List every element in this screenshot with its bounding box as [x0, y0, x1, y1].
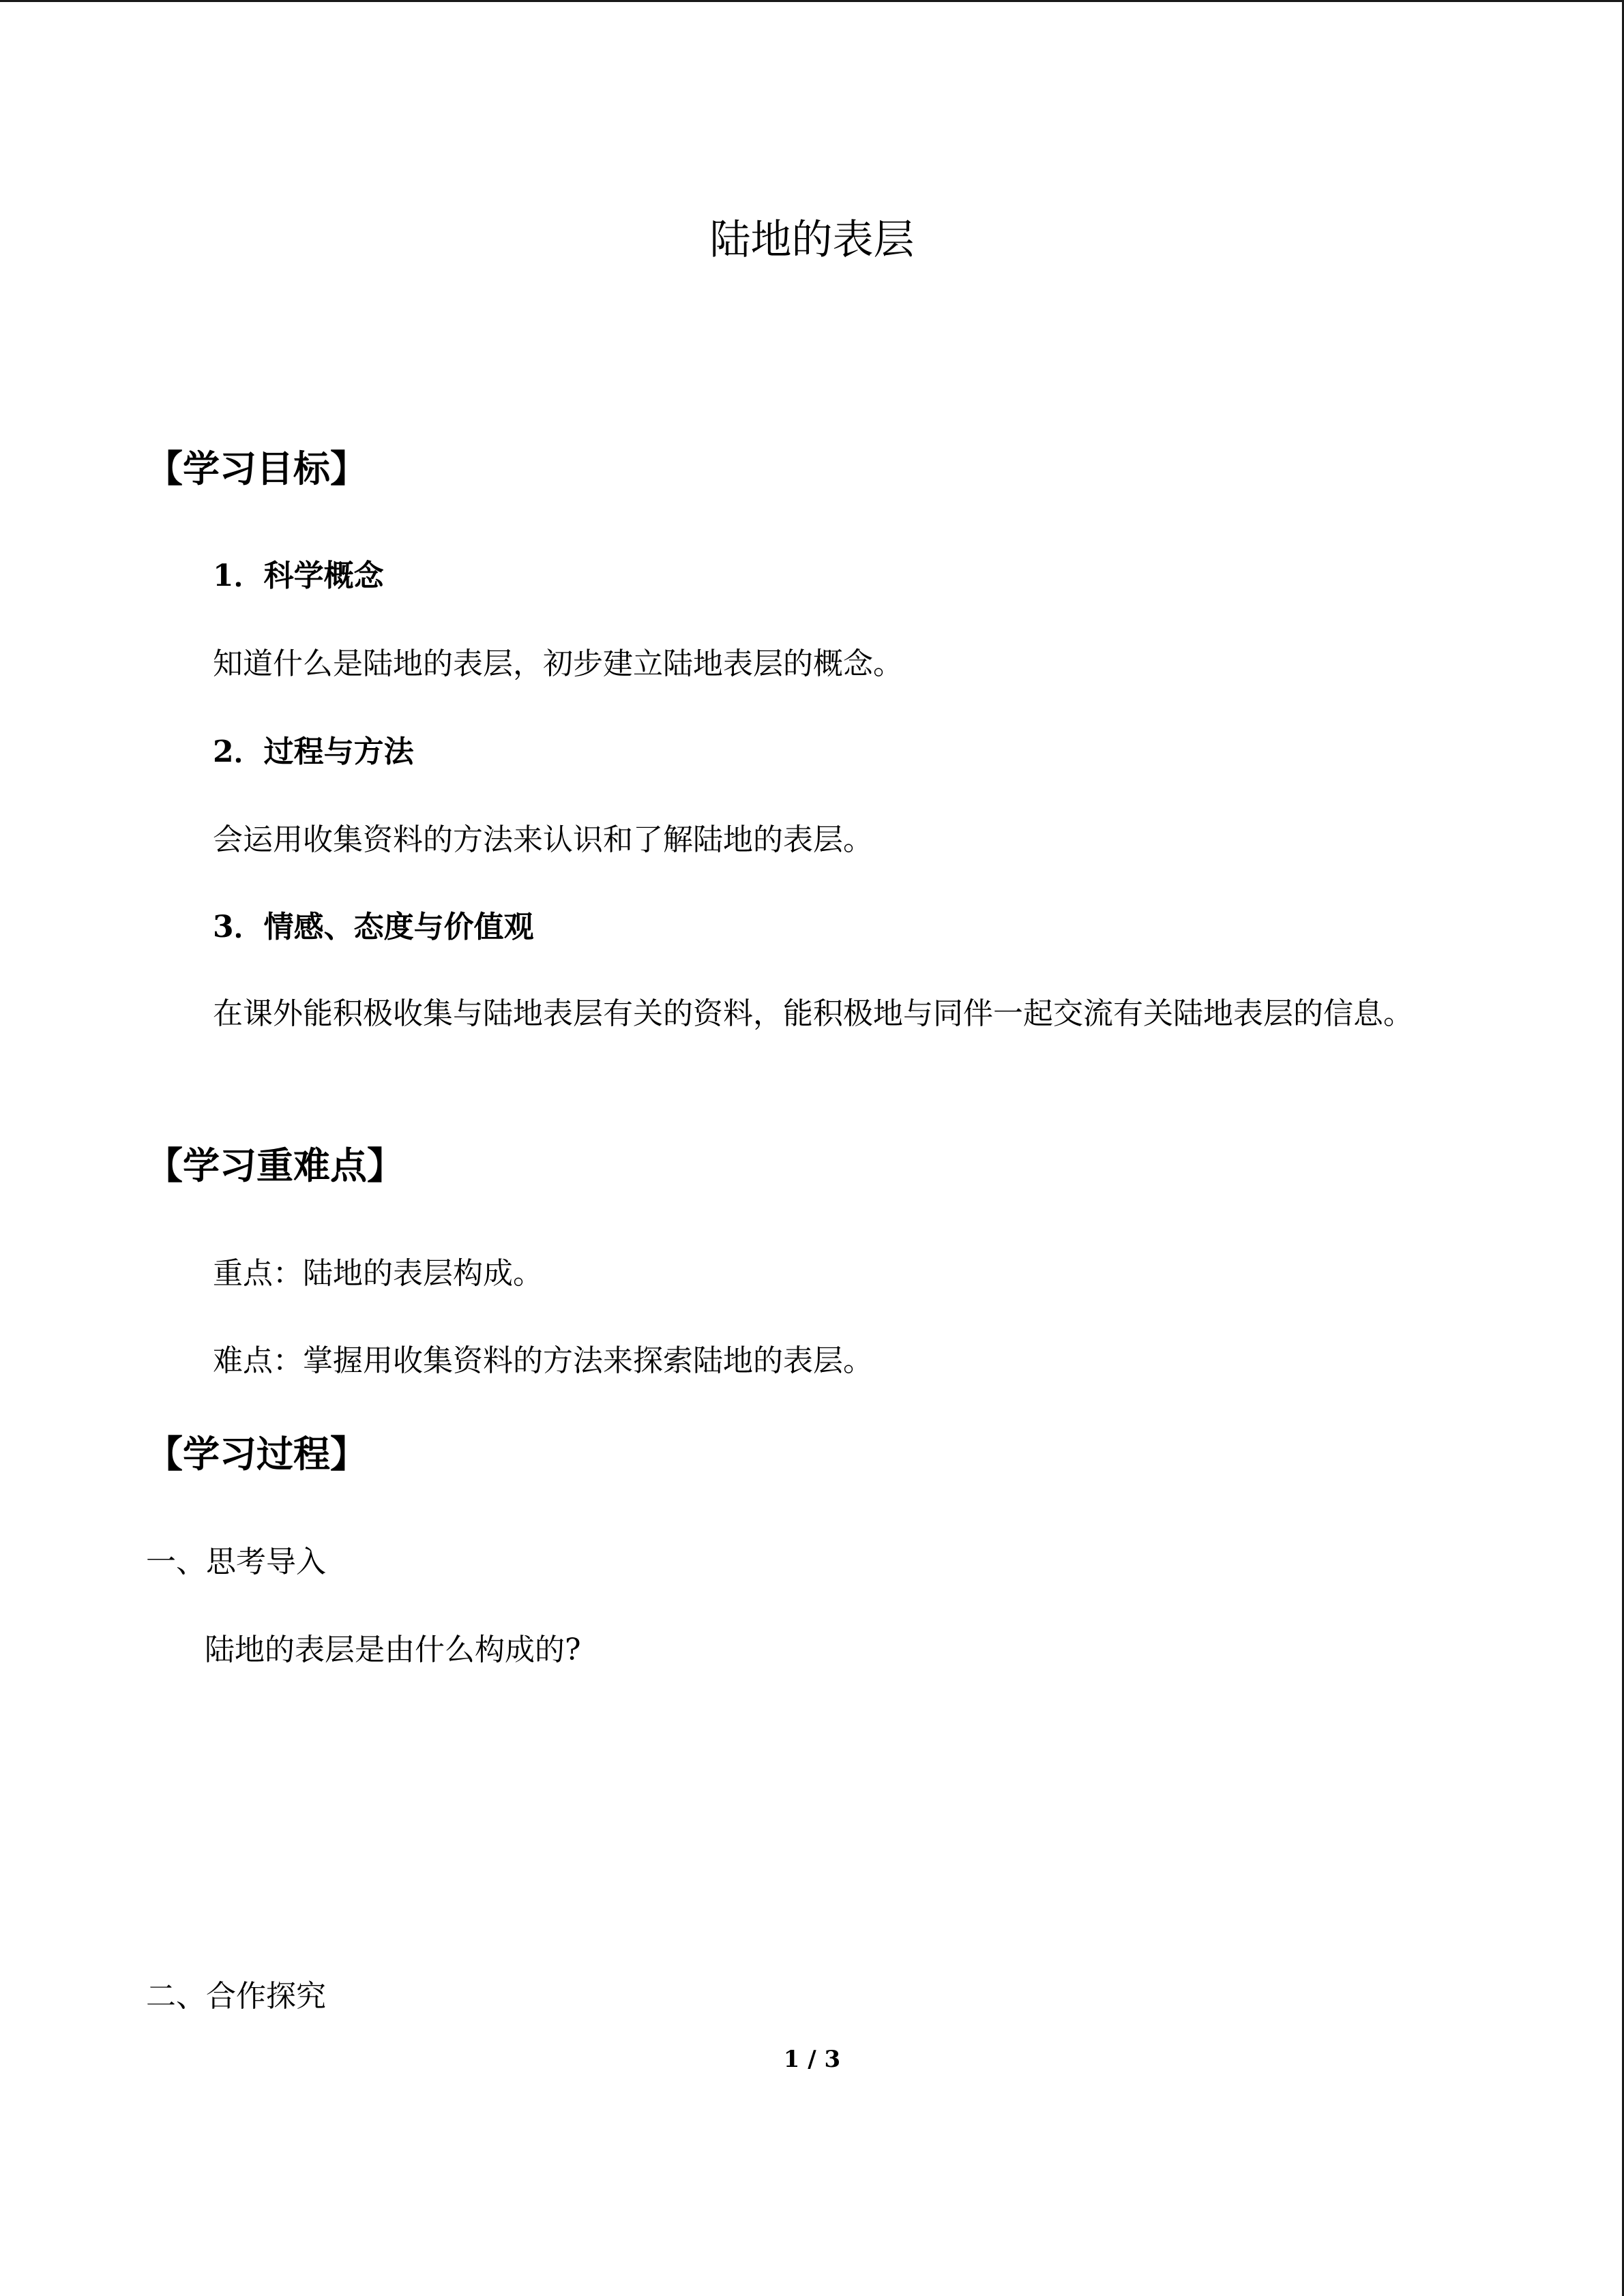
top-border [0, 0, 1624, 2]
objectives-heading: 【学习目标】 [146, 447, 367, 490]
objective-1-label: 1．科学概念 [213, 558, 384, 593]
page-indicator: 1 / 3 [783, 2046, 841, 2073]
objective-2-text: 会运用收集资料的方法来认识和了解陆地的表层。 [213, 822, 873, 857]
part-2-title: 二、合作探究 [146, 1979, 326, 2014]
difficult-point-text: 难点：掌握用收集资料的方法来探索陆地的表层。 [213, 1343, 873, 1378]
key-points-heading: 【学习重难点】 [146, 1144, 404, 1187]
document-title: 陆地的表层 [709, 216, 915, 264]
objective-1-text: 知道什么是陆地的表层，初步建立陆地表层的概念。 [213, 646, 903, 681]
objective-3-text: 在课外能积极收集与陆地表层有关的资料，能积极地与同伴一起交流有关陆地表层的信息。 [213, 996, 1413, 1031]
part-1-question: 陆地的表层是由什么构成的? [205, 1632, 581, 1667]
objective-3-label: 3．情感、态度与价值观 [213, 910, 534, 944]
objective-2-label: 2．过程与方法 [213, 734, 414, 769]
key-point-text: 重点：陆地的表层构成。 [213, 1256, 543, 1291]
part-1-title: 一、思考导入 [146, 1545, 326, 1579]
process-heading: 【学习过程】 [146, 1432, 367, 1476]
